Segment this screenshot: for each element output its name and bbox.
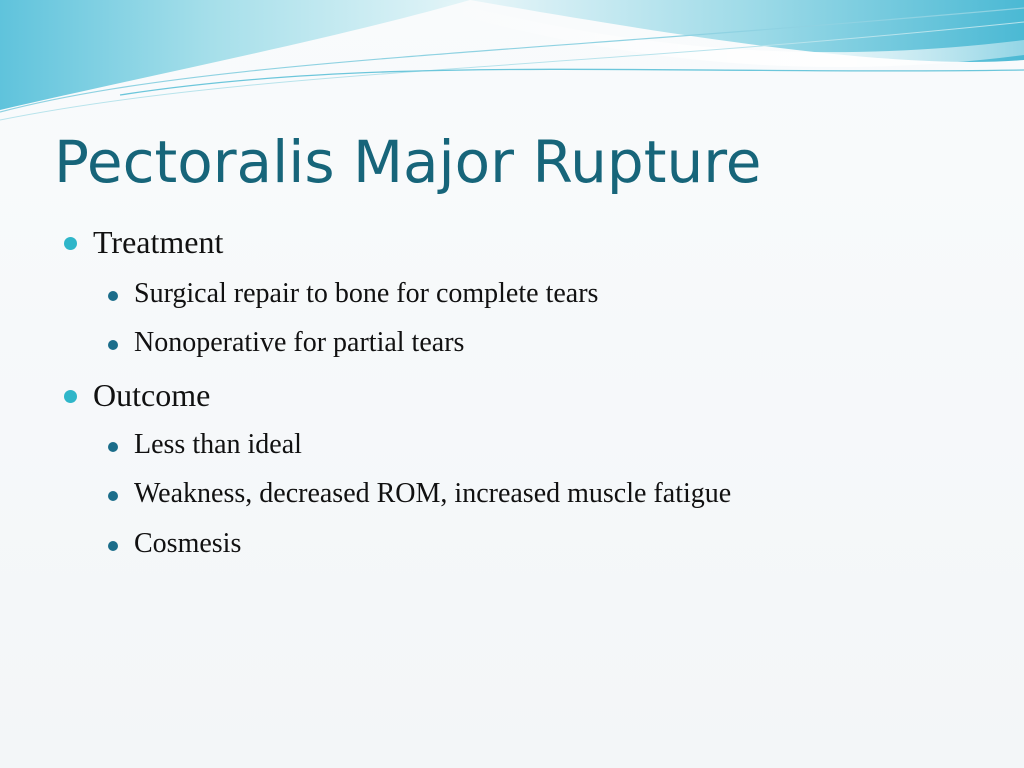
sub-bullet-dot-icon [108, 491, 118, 501]
list-item: Cosmesis [134, 528, 242, 559]
list-item: Nonoperative for partial tears [134, 327, 465, 358]
list-item: Surgical repair to bone for complete tears [134, 278, 599, 309]
sub-bullet-dot-icon [108, 291, 118, 301]
section-heading-outcome: Outcome [93, 377, 211, 413]
sub-bullet-dot-icon [108, 541, 118, 551]
section-heading-treatment: Treatment [93, 224, 224, 260]
list-item: Weakness, decreased ROM, increased muscle fatigue [134, 478, 732, 509]
sub-bullet-dot-icon [108, 340, 118, 350]
slide-title: Pectoralis Major Rupture [54, 128, 762, 196]
sub-bullet-dot-icon [108, 442, 118, 452]
list-item: Less than ideal [134, 429, 302, 460]
bullet-dot-icon [64, 237, 77, 250]
bullet-dot-icon [64, 390, 77, 403]
